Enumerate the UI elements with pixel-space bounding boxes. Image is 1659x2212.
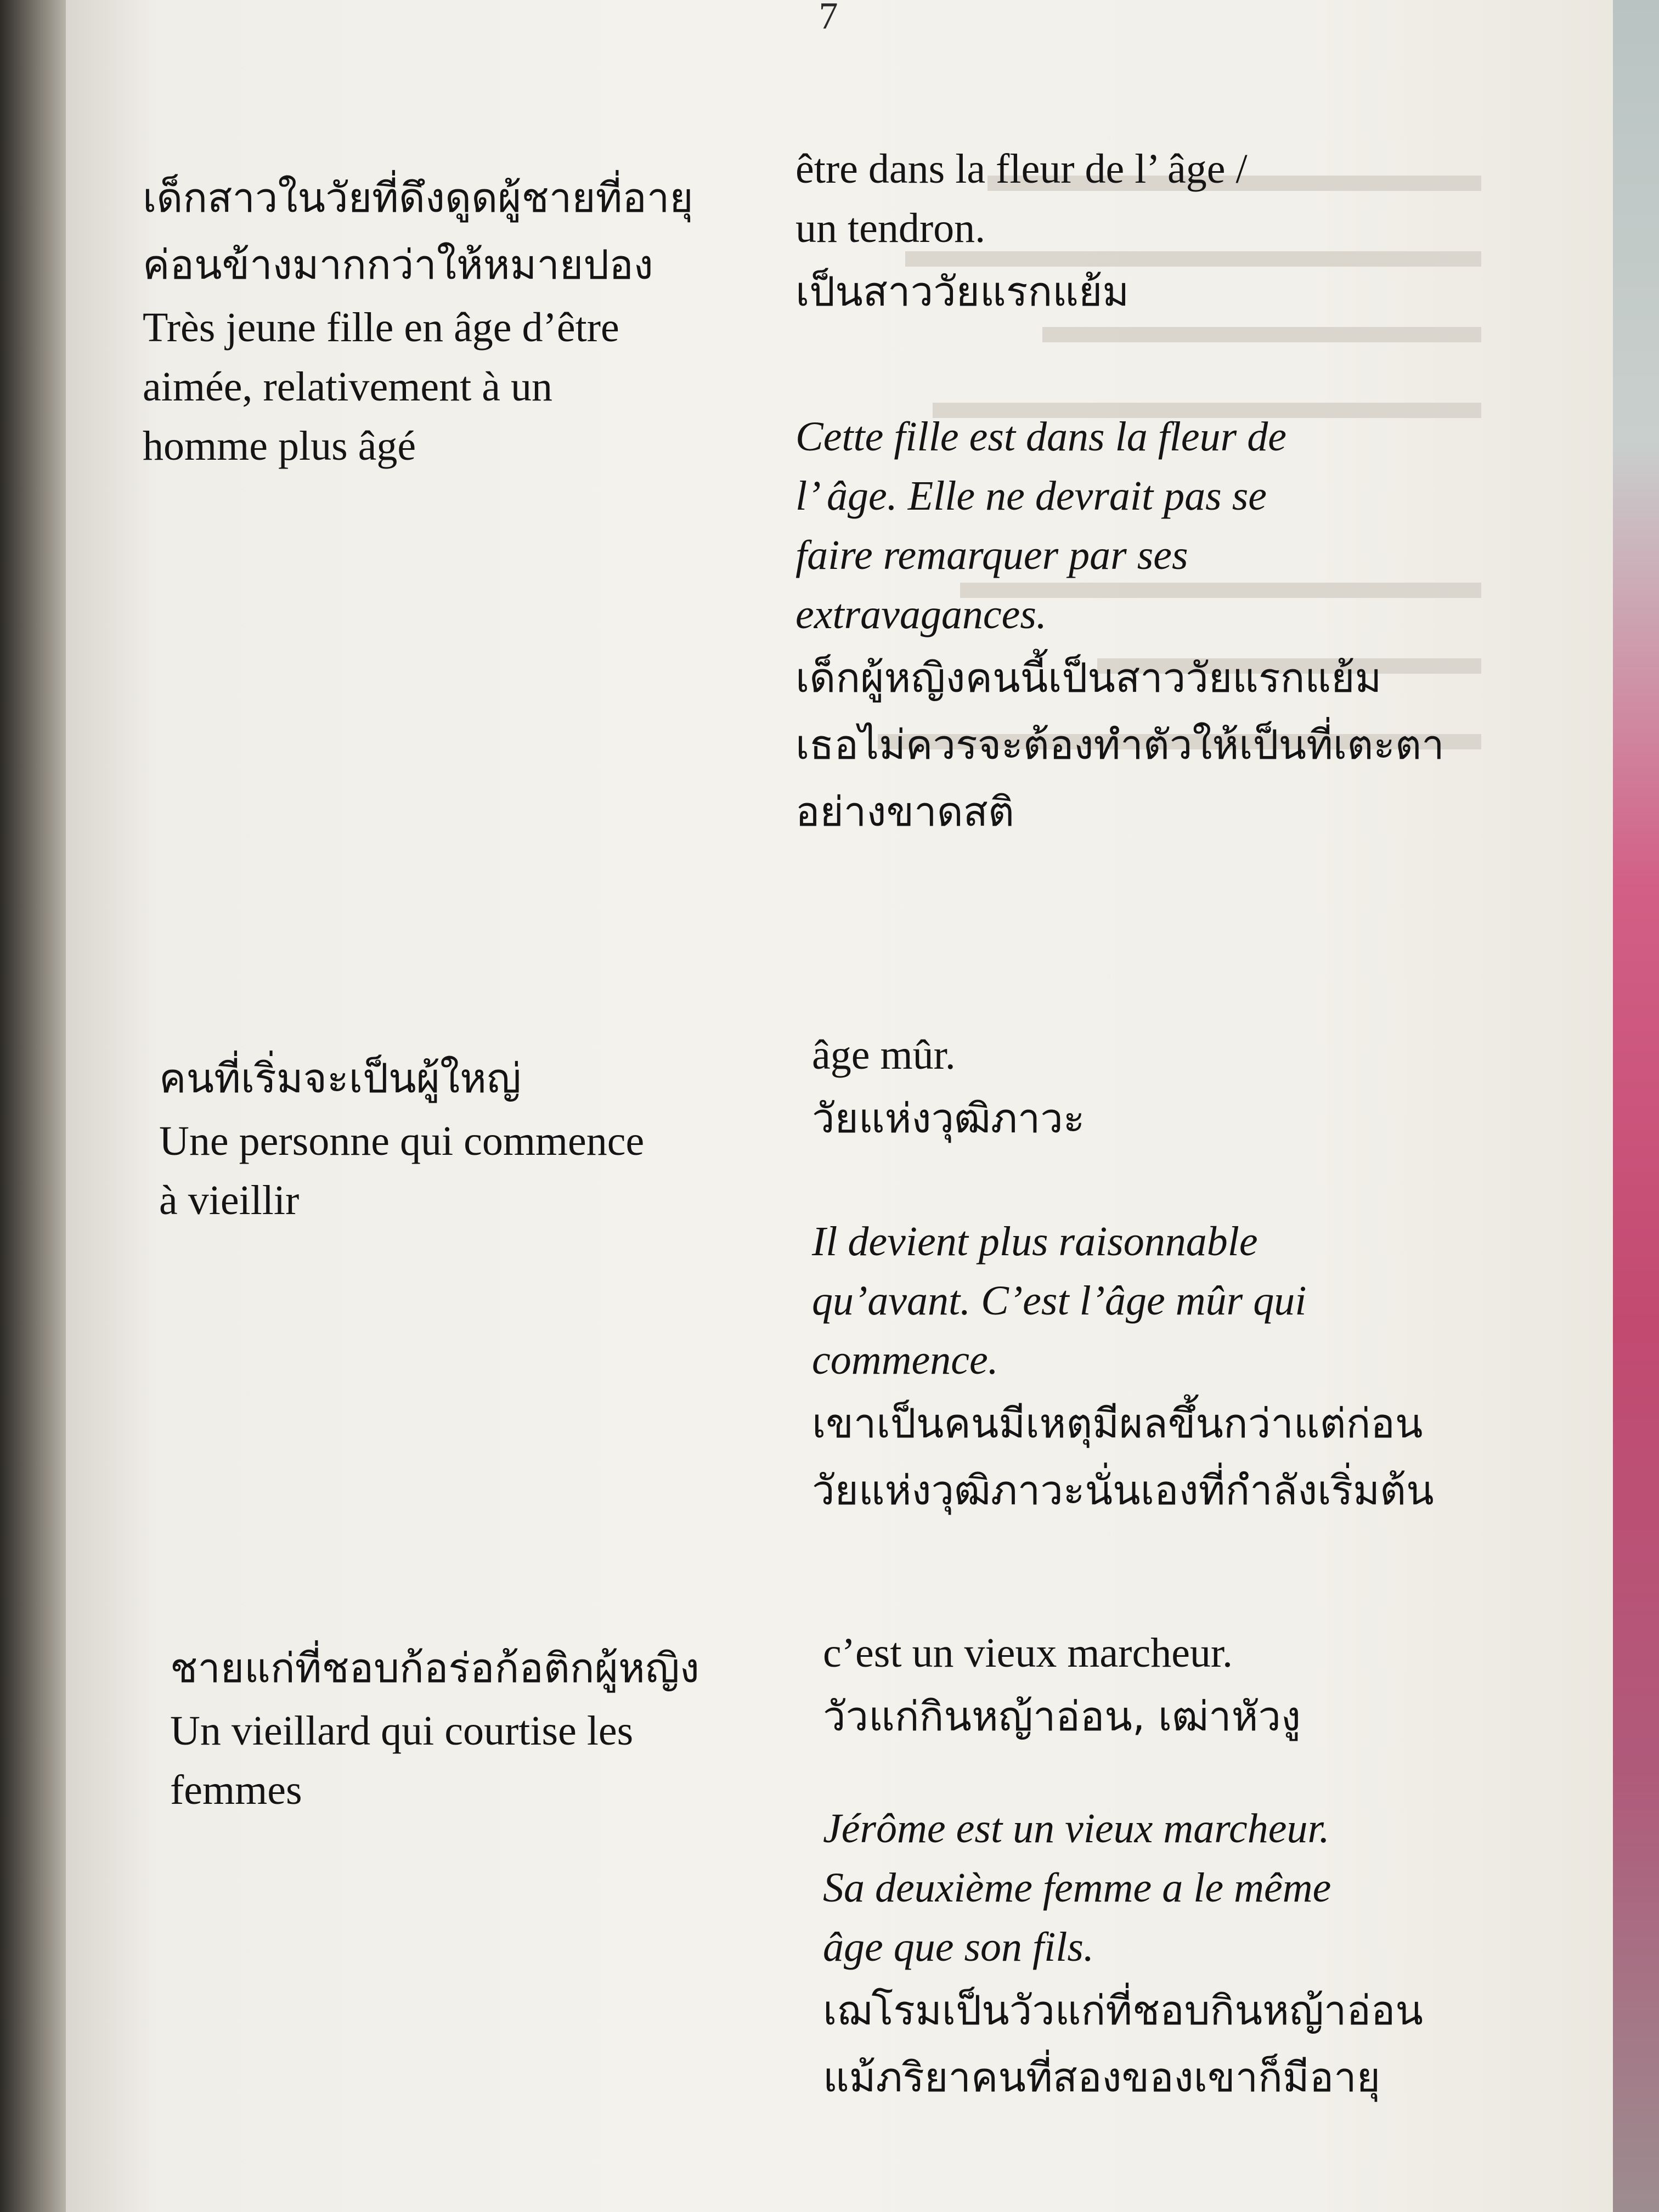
entry-1-thai-definition-line-1: เด็กสาวในวัยที่ดึงดูดผู้ชายที่อายุ <box>143 174 693 222</box>
entry-2-example-thai-line-1: เขาเป็นคนมีเหตุมีผลขึ้นกว่าแต่ก่อน <box>812 1400 1423 1447</box>
entry-2-example-line-3: commence. <box>812 1336 998 1383</box>
entry-2-french-definition-line-1: Une personne qui commence <box>159 1118 645 1165</box>
entry-2-example-thai-line-2: วัยแห่งวุฒิภาวะนั่นเองที่กำลังเริ่มต้น <box>812 1466 1434 1514</box>
entry-3-thai-definition-line-1: ชายแก่ที่ชอบก้อร่อก้อติกผู้หญิง <box>170 1645 699 1692</box>
entry-3-expression-line-1: c’est un vieux marcheur. <box>823 1630 1233 1676</box>
entry-3-right <box>823 1624 1613 2111</box>
entry-3-example-line-3: âge que son fils. <box>823 1923 1094 1970</box>
entry-1-expression-line-1: être dans la fleur de l’ âge / <box>795 146 1248 192</box>
entry-2-thai-definition-line-1: คนที่เริ่มจะเป็นผู้ใหญ่ <box>159 1055 521 1102</box>
entry-1-french-definition-line-2: aimée, relativement à un <box>143 364 552 410</box>
background-behind-page <box>1613 0 1659 2212</box>
entry-2-expression-line-1: âge mûr. <box>812 1032 956 1078</box>
entry-1-example-thai-line-1: เด็กผู้หญิงคนนี้เป็นสาววัยแรกแย้ม <box>795 654 1382 702</box>
entry-1-example-line-3: faire remarquer par ses <box>795 532 1188 578</box>
entry-1-thai-definition-line-2: ค่อนข้างมากกว่าให้หมายปอง <box>143 241 653 289</box>
entry-1-example-line-1: Cette fille est dans la fleur de <box>795 413 1286 460</box>
entry-1-example-line-4: extravagances. <box>795 591 1047 637</box>
entry-3-example-thai-line-2: แม้ภริยาคนที่สองของเขาก็มีอายุ <box>823 2053 1381 2101</box>
entry-1-example-thai-line-3: อย่างขาดสติ <box>795 788 1014 836</box>
entry-2-french-definition-line-2: à vieillir <box>159 1177 300 1223</box>
entry-1-right <box>795 140 1607 845</box>
entry-1-french-definition-line-1: Très jeune fille en âge d’être <box>143 304 619 351</box>
entry-2-right <box>812 1026 1613 1524</box>
entry-1-expression-thai: เป็นสาววัยแรกแย้ม <box>795 268 1130 315</box>
entry-3-example-thai-line-1: เฌโรมเป็นวัวแก่ที่ชอบกินหญ้าอ่อน <box>823 1987 1423 2034</box>
entry-3-french-definition-line-1: Un vieillard qui courtise les <box>170 1708 634 1754</box>
entry-1-example-line-2: l’ âge. Elle ne devrait pas se <box>795 472 1267 519</box>
page-number: 7 <box>819 0 838 37</box>
entry-3-example-line-1: Jérôme est un vieux marcheur. <box>823 1805 1330 1852</box>
entry-2-left <box>159 1045 817 1231</box>
entry-3-example-line-2: Sa deuxième femme a le même <box>823 1864 1331 1911</box>
entry-1-example-thai-line-2: เธอไม่ควรจะต้องทำตัวให้เป็นที่เตะตา <box>795 721 1444 769</box>
entry-3-french-definition-line-2: femmes <box>170 1767 302 1813</box>
entry-1-left <box>143 165 823 476</box>
entry-2-example-line-2: qu’avant. C’est l’âge mûr qui <box>812 1277 1307 1324</box>
entry-1-french-definition-line-3: homme plus âgé <box>143 423 416 469</box>
entry-1-expression-line-2: un tendron. <box>795 205 986 251</box>
book-page <box>66 0 1613 2212</box>
entry-2-expression-thai: วัยแห่งวุฒิภาวะ <box>812 1094 1085 1142</box>
entry-3-left <box>170 1635 828 1820</box>
entry-3-expression-thai: วัวแก่กินหญ้าอ่อน, เฒ่าหัวงู <box>823 1692 1301 1740</box>
entry-2-example-line-1: Il devient plus raisonnable <box>812 1218 1258 1265</box>
